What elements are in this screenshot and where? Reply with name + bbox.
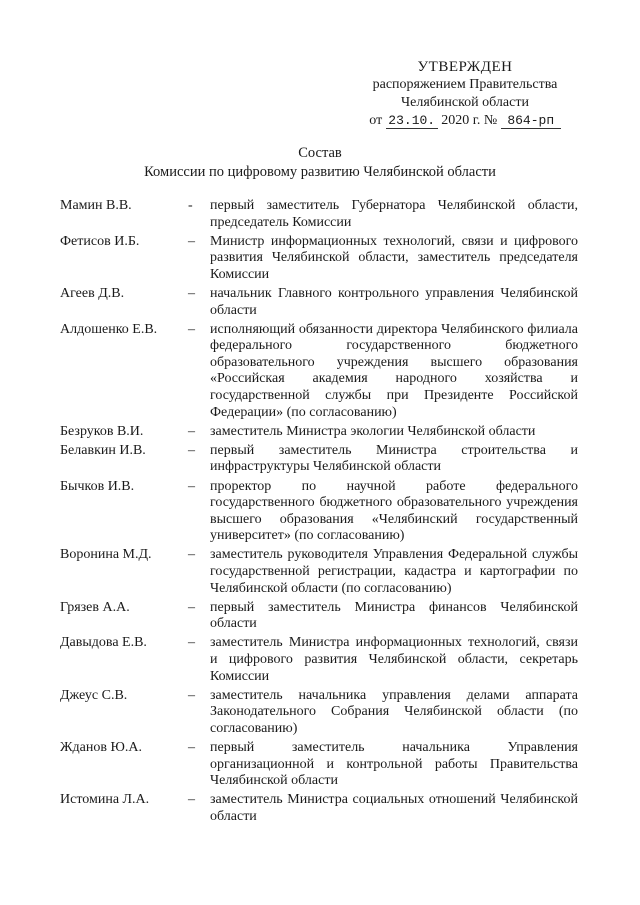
member-row [60, 600, 578, 633]
member-name: Агеев Д.В. [60, 285, 125, 301]
member-name: Жданов Ю.А. [60, 739, 142, 755]
member-role: заместитель Министра социальных отношений Челябинской области [210, 792, 578, 824]
member-name: Алдошенко Е.В. [60, 321, 158, 337]
member-role: заместитель Министра экологии Челябинской области [210, 423, 536, 439]
member-dash: – [188, 635, 195, 651]
handwritten-number: 864-рп [501, 114, 561, 129]
member-row [60, 424, 578, 441]
member-name: Истомина Л.А. [60, 792, 150, 808]
member-dash: – [188, 423, 195, 439]
member-dash: – [188, 547, 195, 563]
member-dash: - [188, 198, 193, 213]
approval-heading: УТВЕРЖДЕН [417, 59, 513, 75]
member-dash: – [188, 285, 195, 301]
member-row [60, 322, 578, 422]
member-name: Мамин В.В. [60, 198, 132, 213]
member-role: первый заместитель начальника Управления организационной и контрольной работы Правительства Челябинской области [210, 739, 578, 789]
member-name: Бычков И.В. [60, 478, 135, 494]
member-row [60, 198, 578, 231]
approval-line-2: Челябинской области [401, 95, 529, 110]
member-role: начальник Главного контрольного управления Челябинской области [210, 285, 578, 318]
member-name: Давыдова Е.В. [60, 635, 147, 651]
document-title [60, 144, 580, 182]
title-line-2: Комиссии по цифровому развитию Челябинской области [144, 164, 496, 180]
member-role: заместитель руководителя Управления Федеральной службы государственной регистрации, кадастра и картографии по Челябинской области (по согласованию) [210, 547, 578, 596]
member-name: Воронина М.Д. [60, 547, 152, 563]
approval-block [330, 58, 600, 130]
member-role: Министр информационных технологий, связи и цифрового развития Челябинской области, заместитель председателя Комиссии [210, 233, 578, 282]
member-dash: – [188, 792, 195, 808]
member-name: Грязев А.А. [60, 599, 130, 615]
member-dash: – [188, 599, 195, 615]
member-row [60, 792, 578, 825]
member-role: заместитель начальника управления делами аппарата Законодательного Собрания Челябинской области (по согласованию) [210, 687, 578, 736]
member-dash: – [188, 321, 195, 337]
member-row [60, 286, 578, 319]
member-row [60, 443, 578, 476]
member-name: Безруков В.И. [60, 423, 144, 439]
member-row [60, 688, 578, 738]
member-dash: – [188, 233, 195, 249]
title-line-1: Состав [298, 145, 342, 161]
member-role: первый заместитель Министра строительства и инфраструктуры Челябинской области [210, 442, 578, 475]
member-role: исполняющий обязанности директора Челябинского филиала федерального государственного бюджетного образовательного учреждения высшего образования «Российская академия народного хозяйства и государственной службы при Президенте Российской Федерации» (по согласованию) [210, 321, 578, 420]
member-role: заместитель Министра информационных технологий, связи и цифрового развития Челябинской области, секретарь Комиссии [210, 635, 578, 684]
member-role: проректор по научной работе федерального государственного бюджетного образовательного учреждения высшего образования «Челябинский государственный университет» (по согласованию) [210, 478, 578, 544]
approval-line-1: распоряжением Правительства [372, 77, 558, 92]
members-list [60, 198, 578, 828]
member-dash: – [188, 687, 195, 703]
member-role: первый заместитель Губернатора Челябинской области, председатель Комиссии [210, 198, 578, 230]
member-row [60, 740, 578, 790]
member-dash: – [188, 478, 195, 494]
member-row [60, 547, 578, 597]
member-dash: – [188, 739, 195, 755]
member-name: Фетисов И.Б. [60, 233, 140, 249]
date-year: 2020 г. № [441, 113, 498, 128]
member-name: Белавкин И.В. [60, 442, 146, 458]
member-row [60, 479, 578, 545]
approval-date-line [330, 112, 600, 130]
handwritten-date: 23.10. [386, 114, 438, 129]
date-prefix: от [369, 113, 383, 128]
member-name: Джеус С.В. [60, 687, 128, 703]
member-row [60, 635, 578, 685]
member-row [60, 234, 578, 284]
member-dash: – [188, 442, 195, 458]
member-role: первый заместитель Министра финансов Челябинской области [210, 599, 578, 632]
